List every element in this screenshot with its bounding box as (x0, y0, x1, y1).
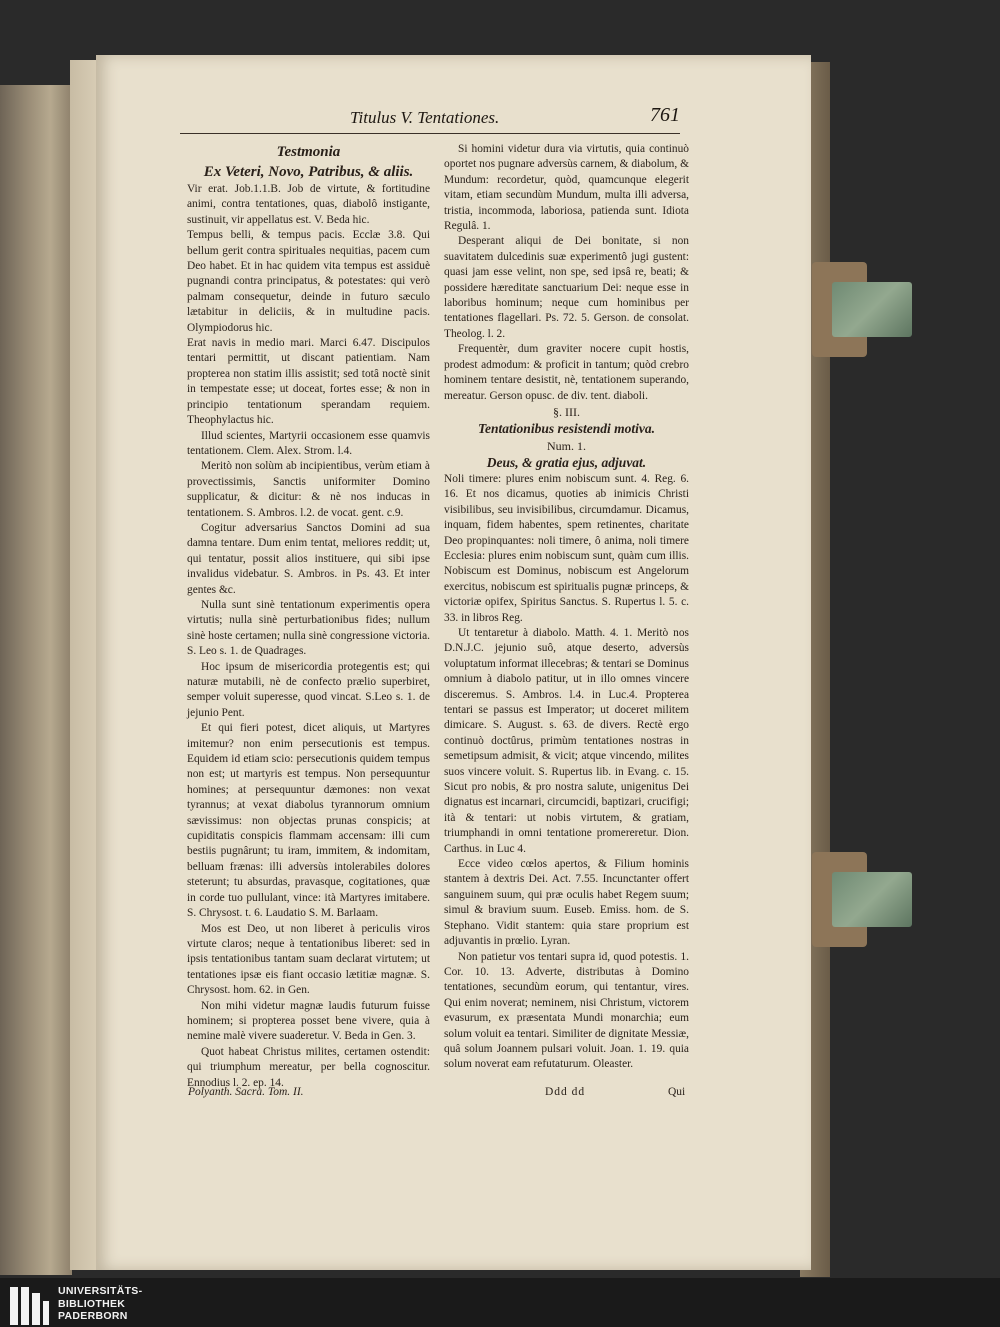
library-name-line3: PADERBORN (58, 1310, 128, 1322)
col1-paragraph: Hoc ipsum de misericordia protegentis est; qui naturæ mutabili, nè de confecto prælio superbiret, semper voluit superesse, quod vincat. S.Leo s. 1. de jejunio Pent. (187, 660, 430, 719)
col2-paragraph: Tentationibus resistendi motiva. (478, 420, 655, 436)
col1-paragraph: Et qui fieri potest, dicet aliquis, ut Martyres imitemur? non enim persecutionis est tempus. Equidem id etiam scio: persecutionis quidem tempus non est; ut martyris est tempus. Non persequuntur homines; at persequuntur dæmones: non vexat tyrannus; at vexat diabolus tyrannorum omnium sævissimus: non objectas prunas conspicis; at cupiditatis conspicis flammam accensam: illi cum bestiis pugnârunt; tu iram, immitem, & indomitam, belluam frænas: illi adversùs intolerabiles dolores steterunt; tu absurdas, pravasque, cogitationes, quæ in corde tuo pullulant, vince: ità Martyres imitabere. S. Chrysost. t. 6. Laudatio S. M. Barlaam. (187, 722, 430, 920)
col1-paragraph: Meritò non solùm ab incipientibus, verùm etiam à provectissimis, Sanctis uniformiter Domino supplicatur, & dicitur: & nè nos inducas in tentationem. S. Ambros. l.2. de vocat. gent. c.9. (187, 460, 430, 519)
col2-paragraph: Ecce video cœlos apertos, & Filium hominis stantem à dextris Dei. Act. 7.55. Incunctanter offert sanguinem suum, qui præ oculis habet Regem suum; simul & bravium suum. Euseb. Emiss. hom. de S. Stephano. Vidit stantem: quia stare proprium est adjuvantis in prœlio. Lyran. (444, 858, 689, 948)
col1-paragraph: Quot habeat Christus milites, certamen ostendit: qui triumphum mereatur, per bella cognoscitur. Ennodius l. 2. ep. 14. (187, 1045, 430, 1089)
catchword: Qui (668, 1086, 686, 1098)
col1-paragraph: Cogitur adversarius Sanctos Domini ad sua damna tentare. Dum enim tentat, meliores reddit; ut, qui tentatur, possit alios instituere, qui sibi ipse invalidus videbatur. S. Ambros. in Ps. 43. Et inter gentes &c. (187, 521, 430, 596)
header-rule (180, 133, 680, 134)
library-logo (10, 1285, 210, 1325)
col2-paragraph: Si homini videtur dura via virtutis, quia continuò oportet nos pugnare adversùs carnem, & diabolum, & Mundum: recordetur, quòd, quamcunque elegerit vitam, etiam secundùm Mundum, multa illi adversa, tristia, incommoda, laboriosa, patienda sunt. Idiota Regulâ. 1. (444, 143, 689, 233)
col2-paragraph: Noli timere: plures enim nobiscum sunt. 4. Reg. 6. 16. Et nos dicamus, quoties ab inimicis Christi visibilibus, seu invisibilibus, circumdamur. Dicamus, inquam, fidem habentes, spem retinentes, charitate Deo propinquantes: noli timere, ô anima, noli timere Ecclesia: plures enim nobiscum sunt, quàm cum illis. Nobiscum est Dominus, nobiscum est Angelorum exercitus, nobiscum est spiritualis pugnæ princeps, & victoriæ opifex, Spiritus Sanctus. S. Rupertus l. 5. c. 33. in libros Reg. (444, 472, 689, 624)
col1-paragraph: Testmonia (276, 144, 341, 160)
col2-paragraph: Frequentèr, dum graviter nocere cupit hostis, prodest admodum: & proficit in tantum; quòd crebro hominem tentare desistit, nè, tentationem superando, mereatur. Gerson opusc. de div. tent. diaboli. (444, 343, 689, 402)
library-name-line1: UNIVERSITÄTS- (58, 1285, 143, 1297)
col2-paragraph: Desperant aliqui de Dei bonitate, si non suavitatem dulcedinis suæ experimentô jugi gustent: quasi jam esse velint, non spe, sed ipsâ re, beati; & possidere hæreditate sanctuarium Dei: neque esse in laboribus hominum; neque cum hominibus per tentationes flagellari. Ps. 72. 5. Gerson. de consolat. Theolog. l. 2. (444, 235, 689, 340)
running-title: Titulus V. Tentationes. (350, 108, 500, 127)
signature-mark: Ddd dd (545, 1086, 586, 1098)
col2-paragraph: §. III. (553, 404, 580, 419)
col2-paragraph: Non patietur vos tentari supra id, quod potestis. 1. Cor. 10. 13. Adverte, distributas à Domino tentationes, secundùm eorum, qui tentantur, vires. Qui enim noverat; neminem, nisi Christum, victorem evasurum, ex præsentata Mundi monarchia; eum solum voluit ea tentari. Similiter de dignitate Messiæ, quâ solum Joannem pulsari voluit. Joan. 1. 19. quia solum noverat eam refutaturum. Oleaster. (444, 950, 689, 1071)
col2-paragraph: Num. 1. (547, 438, 586, 453)
book-spine (0, 85, 72, 1275)
library-logo-icon (10, 1287, 50, 1325)
col2-paragraph: Ut tentaretur à diabolo. Matth. 4. 1. Meritò nos D.N.J.C. jejunio suô, atque deserto, adversùs voluptatum informat illecebras; & tentari se Dominus omnium à diabolo patitur, ut in illo omnes vincere disceremus. S. Ambros. l.4. in Luc.4. Propterea tentari se passus est Imperator; ut doceret militem dimicare. S. August. s. 63. de divers. Rectè ergo continuò doctûrus, primùm tentationes nostras in semetipsum admisit, & vicit; atque vincendo, milites suos vincere voluit. S. Rupertus lib. in Evang. c. 15. Sicut pro nobis, & pro nostra salute, unigenitus Dei dignatus est incarnari, circumcidi, baptizari, crucifigi; ità & tentari: ut nobis virtutem, & gratiam, triumphandi in omni tentatione promereretur. Dion. Carthus. in Luc 4. (444, 626, 689, 855)
col1-paragraph: Tempus belli, & tempus pacis. Ecclæ 3.8. Qui bellum gerit contra spirituales nequitias, pacem cum Deo habet. Et in hac quidem vita tempus est assiduè pugnandi contra principatus, & potestates: qui verò palmam consequetur, deinde in futuro sæculo lætabitur in deliciis, & in multudine pacis. Olympiodorus hic. (187, 229, 430, 334)
library-name-line2: BIBLIOTHEK (58, 1297, 126, 1310)
col1-paragraph: Non mihi videtur magnæ laudis futurum fuisse hominem; si propterea posset bene vivere, quia à nemine malè vivere suaderetur. V. Beda in Gen. 3. (187, 999, 430, 1043)
lower-clasp-icon (812, 852, 912, 947)
col1-paragraph: Mos est Deo, ut non liberet à periculis viros virtute claros; neque à tentationibus liberet: sed in ipsis tentationibus tantam suam declarat virtutem; ut tentationes ipsæ eis fiant occasio lætitiæ magnæ. S. Chrysost. hom. 62. in Gen. (187, 922, 430, 997)
col1-paragraph: Erat navis in medio mari. Marci 6.47. Discipulos tentari permittit, ut discant patientiam. Nam propterea non statim illis assistit; sed totâ noctè sinit in tempestate esse; ut doceat, fortes esse; & non in principio tentationum sperandam requiem. Theophylactus hic. (187, 337, 430, 427)
footer-title: Polyanth. Sacra. Tom. II. (188, 1086, 304, 1098)
col2-paragraph: Deus, & gratia ejus, adjuvat. (486, 454, 647, 470)
page-number: 761 (650, 104, 680, 126)
col1-paragraph: Nulla sunt sinè tentationum experimentis opera virtutis; nulla sinè perturbationibus fides; nullum sinè hoste certamen; nulla sinè congressione victoria. S. Leo s. 1. de Quadrages. (187, 598, 430, 658)
col1-paragraph: Ex Veteri, Novo, Patribus, & aliis. (203, 164, 414, 180)
right-column (444, 142, 689, 1073)
col1-paragraph: Vir erat. Job.1.1.B. Job de virtute, & fortitudine animi, contra tentationes, quas, diabolô instigante, sustinuit, vir appellatus est. V. Beda hic. (187, 183, 430, 226)
upper-clasp-icon (812, 262, 912, 357)
col1-paragraph: Illud scientes, Martyrii occasionem esse quamvis tentationem. Clem. Alex. Strom. l.4. (187, 429, 430, 457)
left-column (187, 142, 430, 1091)
